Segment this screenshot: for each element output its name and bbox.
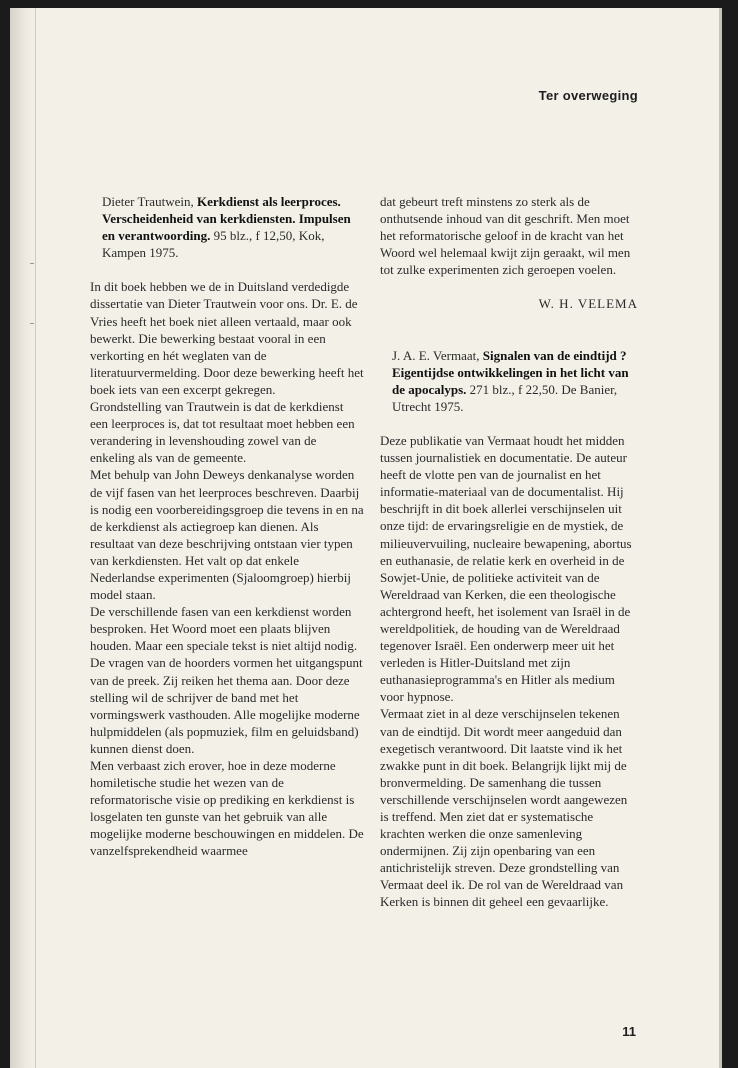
review2-title: Signalen van de eindtijd ? Eigentijdse ontwikkelingen in het licht van de apocalyps. xyxy=(392,347,629,397)
review1-author: Dieter Trautwein, xyxy=(102,194,197,209)
review1-paragraph: Met behulp van John Deweys denkanalyse worden de vijf fasen van het leerproces beschreven. Daarbij is nodig een voorbereidingsgroep die tevens in en na de kerkdienst als actiegroep kan dienen. Als resultaat van deze beschrijving ontstaan vier typen van kerkdiensten. Het valt op dat enkele Nederlandse experimenten (Sjaloomgroep) hierbij model staan. xyxy=(90,467,364,603)
review1-paragraph: De verschillende fasen van een kerkdienst worden besproken. Het Woord moet een plaats blijven houden. Maar een speciale tekst is niet altijd nodig. De vragen van de hoorders vormen het uitgangspunt van de preek. Zij reiken het thema aan. Door deze stelling wil de schrijver de band met het vormingswerk vasthouden. Alle mogelijke moderne hulpmiddelen (als popmuziek, film en geluidsband) kunnen dienst doen. xyxy=(90,604,363,756)
binding-shadow xyxy=(10,8,36,1068)
review1-signature: W. H. VELEMA xyxy=(538,296,638,312)
page-edge xyxy=(719,8,722,1068)
review1-continuation: dat gebeurt treft minstens zo sterk als de onthutsende inhoud van dit geschrift. Men moet het reformatorische geloof in de kracht van het Woord wel helemaal kwijt zijn geraakt, wil men tot zulke experimenten zich geroepen voelen. xyxy=(380,194,631,278)
margin-mark xyxy=(30,323,34,324)
review1-paragraph: In dit boek hebben we de in Duitsland verdedigde dissertatie van Dieter Trautwein voor ons. Dr. E. de Vries heeft het boek niet alleen vertaald, maar ook bewerkt. Die bewerking bestaat vooral in een verkorting en hét weglaten van de literatuurvermelding. Door deze bewerking heeft het boek iets van een excerpt gekregen. xyxy=(90,279,364,397)
margin-mark xyxy=(30,263,34,264)
review2-author: J. A. E. Vermaat, xyxy=(392,347,483,363)
scanned-page xyxy=(10,8,722,1068)
binding-line xyxy=(35,8,36,1068)
review1-citation xyxy=(102,193,364,261)
review1-paragraph: Men verbaast zich erover, hoe in deze moderne homiletische studie het wezen van de reformatorische visie op prediking en kerkdienst is losgelaten ten gunste van het gebruik van alle mogelijke moderne beschouwingen en middelen. De vanzelfsprekendheid waarmee xyxy=(90,758,364,859)
review1-title: Kerkdienst als leerproces. Verscheidenheid van kerkdiensten. Impulsen en verantwoording. xyxy=(102,194,351,244)
review1-imprint: 95 blz., f 12,50, Kok, Kampen 1975. xyxy=(102,228,325,261)
review1-paragraph: Grondstelling van Trautwein is dat de kerkdienst een leerproces is, dat tot resultaat moet hebben een verandering in levenshouding zowel van de enkeling als van de gemeente. xyxy=(90,399,355,466)
page-number: 11 xyxy=(622,1024,636,1039)
right-column xyxy=(380,193,638,911)
review2-imprint: 271 blz., f 22,50. De Banier, Utrecht 1975. xyxy=(392,381,618,414)
review2-paragraph: Deze publikatie van Vermaat houdt het midden tussen journalistiek en documentatie. De auteur heeft de vlotte pen van de journalist en het informatie-materiaal van de documentalist. Hij beschrijft in dit boek allerlei verschijnselen uit onze tijd: de ervaringsreligie en de mystiek, de milieuvervuiling, nucleaire bewapening, abortus en euthanasie, de relatie kerk en overheid in de Sowjet-Unie, de politieke activiteit van de Wereldraad van Kerken, die een theologische achtergrond heeft, het isolement van Israël in de wereldpolitiek, de houding van de Wereldraad tegenover Israël. Een onderwerp meer uit het verleden is Hitler-Duitsland met zijn euthanasieprogramma's en Hitler als medium voor hypnose. xyxy=(380,432,632,705)
review2-citation xyxy=(392,347,638,415)
review2-paragraph: Vermaat ziet in al deze verschijnselen tekenen van de eindtijd. Dit wordt meer aangeduid dan exegetisch verantwoord. Dit laatste vind ik het zwakke punt in dit boek. Belangrijk lijkt mij de bronvermelding. De samenhang die tussen verschillende verschijnselen wordt aangewezen is treffend. Men ziet dat er systematische krachten werken die onze samenleving ondermijnen. Zij zijn openbaring van een antichristelijk streven. Deze grondstelling van Vermaat deel ik. De rol van de Wereldraad van Kerken is binnen dit geheel een gevaarlijke. xyxy=(380,706,628,910)
left-column xyxy=(90,193,364,860)
running-head: Ter overweging xyxy=(538,88,638,103)
